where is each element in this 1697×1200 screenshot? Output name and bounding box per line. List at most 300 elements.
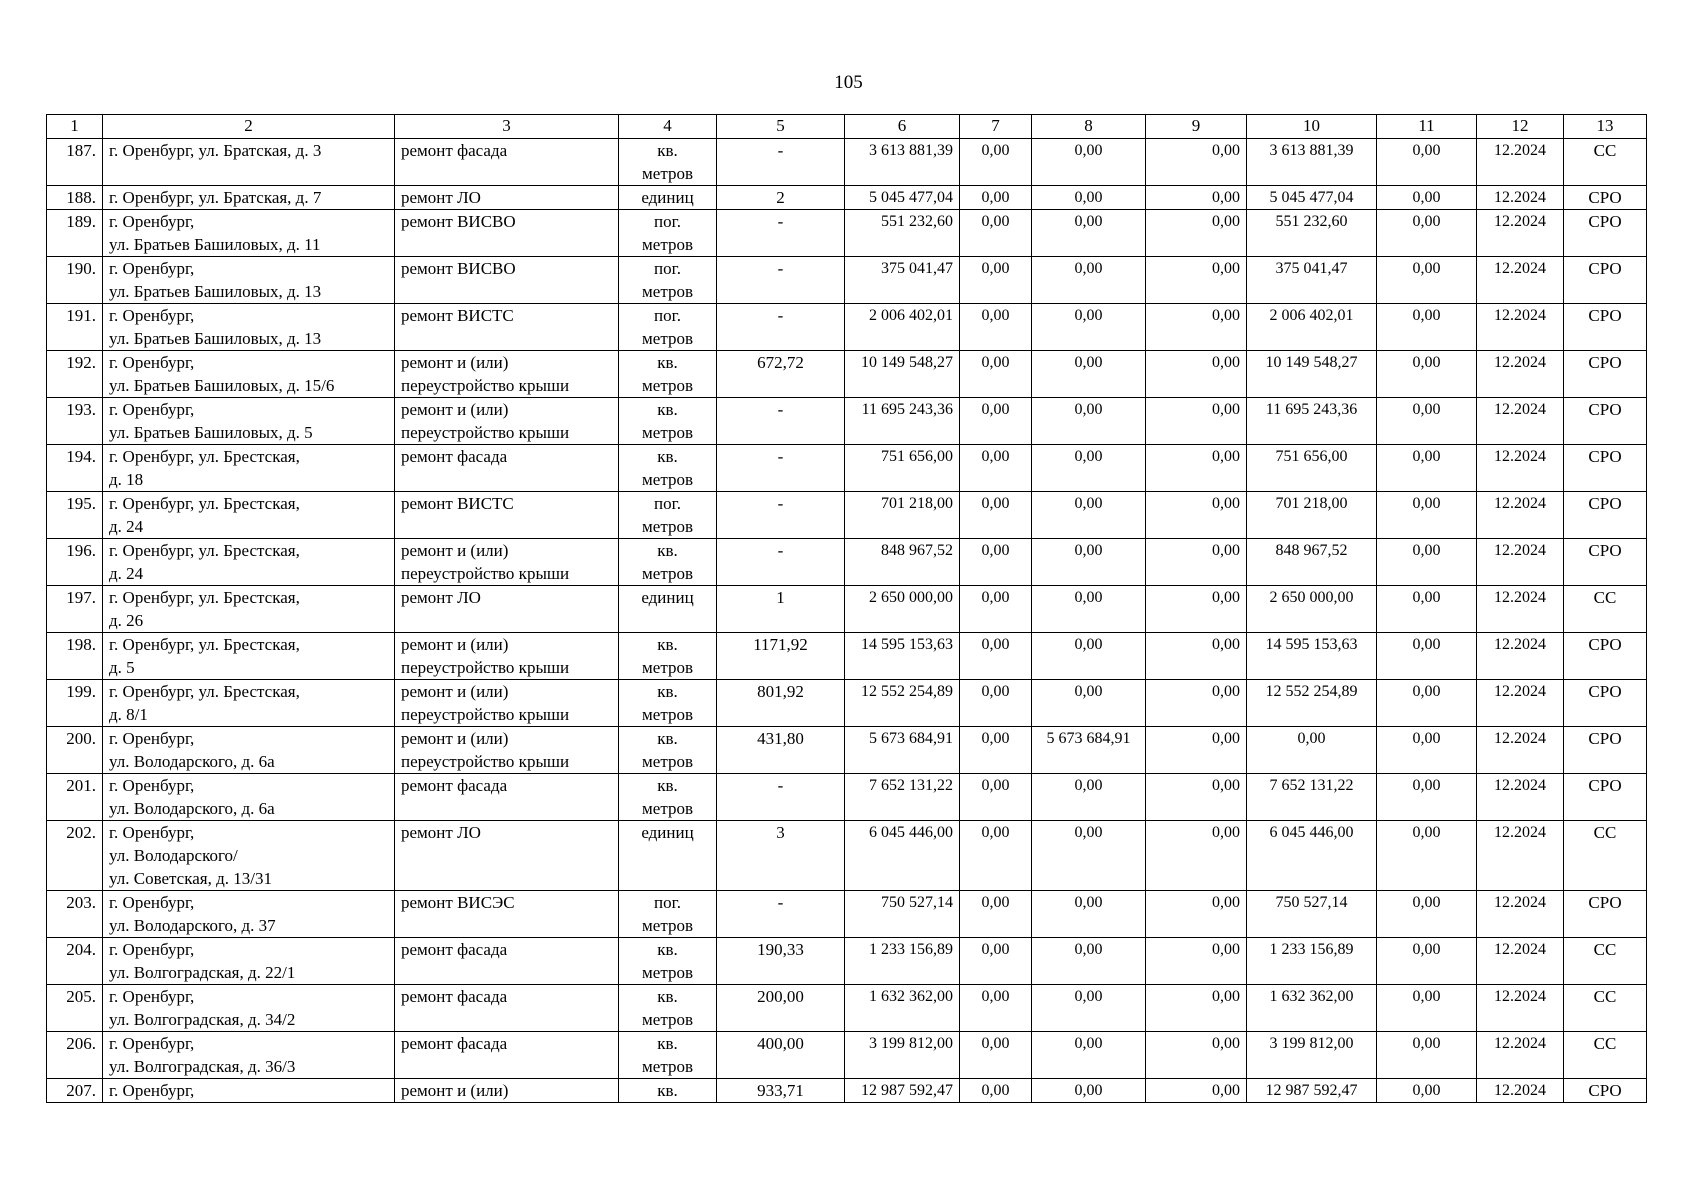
table-row — [47, 539, 1647, 586]
cost-col9-cell: 0,00 — [1146, 680, 1247, 727]
total-cost-cell: 701 218,00 — [845, 492, 960, 539]
volume-cell: 400,00 — [717, 1032, 845, 1079]
cost-col7-cell: 0,00 — [960, 1032, 1032, 1079]
cost-col11-cell: 0,00 — [1377, 680, 1477, 727]
row-number: 206. — [47, 1032, 103, 1079]
cost-col9-cell: 0,00 — [1146, 539, 1247, 586]
deadline-cell: 12.2024 — [1477, 1079, 1564, 1103]
total-cost-cell: 1 233 156,89 — [845, 938, 960, 985]
cost-col8-cell: 0,00 — [1032, 304, 1146, 351]
total-cost-cell: 750 527,14 — [845, 891, 960, 938]
work-type-cell: ремонт фасада — [395, 445, 619, 492]
work-type-cell: ремонт и (или) переустройство крыши — [395, 727, 619, 774]
cost-col10-cell: 375 041,47 — [1247, 257, 1377, 304]
cost-col8-cell: 0,00 — [1032, 351, 1146, 398]
total-cost-cell: 848 967,52 — [845, 539, 960, 586]
cost-col7-cell: 0,00 — [960, 774, 1032, 821]
address-cell: г. Оренбург, ул. Володарского, д. 6а — [103, 727, 395, 774]
total-cost-cell: 14 595 153,63 — [845, 633, 960, 680]
cost-col8-cell: 0,00 — [1032, 445, 1146, 492]
total-cost-cell: 375 041,47 — [845, 257, 960, 304]
cost-col10-cell: 3 613 881,39 — [1247, 139, 1377, 186]
method-cell: СРО — [1564, 210, 1647, 257]
cost-col10-cell: 848 967,52 — [1247, 539, 1377, 586]
unit-cell: кв. метров — [619, 1032, 717, 1079]
cost-col9-cell: 0,00 — [1146, 821, 1247, 891]
volume-cell: 672,72 — [717, 351, 845, 398]
column-number-row — [47, 115, 1647, 139]
cost-col10-cell: 2 650 000,00 — [1247, 586, 1377, 633]
cost-col10-cell: 1 233 156,89 — [1247, 938, 1377, 985]
unit-cell: кв. метров — [619, 727, 717, 774]
cost-col8-cell: 0,00 — [1032, 821, 1146, 891]
cost-col8-cell: 0,00 — [1032, 985, 1146, 1032]
table-row — [47, 1032, 1647, 1079]
total-cost-cell: 3 613 881,39 — [845, 139, 960, 186]
total-cost-cell: 551 232,60 — [845, 210, 960, 257]
work-type-cell: ремонт фасада — [395, 985, 619, 1032]
unit-cell: единиц — [619, 821, 717, 891]
cost-col11-cell: 0,00 — [1377, 774, 1477, 821]
row-number: 201. — [47, 774, 103, 821]
address-cell: г. Оренбург, ул. Братьев Башиловых, д. 13 — [103, 304, 395, 351]
cost-col8-cell: 5 673 684,91 — [1032, 727, 1146, 774]
unit-cell: кв. метров — [619, 351, 717, 398]
work-type-cell: ремонт ЛО — [395, 186, 619, 210]
address-cell: г. Оренбург, ул. Волгоградская, д. 22/1 — [103, 938, 395, 985]
table-row — [47, 985, 1647, 1032]
column-header: 9 — [1146, 115, 1247, 139]
volume-cell: - — [717, 139, 845, 186]
cost-col11-cell: 0,00 — [1377, 539, 1477, 586]
cost-col11-cell: 0,00 — [1377, 821, 1477, 891]
column-header: 5 — [717, 115, 845, 139]
work-type-cell: ремонт и (или) переустройство крыши — [395, 398, 619, 445]
table-row — [47, 186, 1647, 210]
address-cell: г. Оренбург, ул. Володарского, д. 6а — [103, 774, 395, 821]
volume-cell: - — [717, 257, 845, 304]
cost-col11-cell: 0,00 — [1377, 586, 1477, 633]
work-type-cell: ремонт и (или) переустройство крыши — [395, 633, 619, 680]
row-number: 190. — [47, 257, 103, 304]
volume-cell: - — [717, 539, 845, 586]
total-cost-cell: 5 045 477,04 — [845, 186, 960, 210]
row-number: 196. — [47, 539, 103, 586]
address-cell: г. Оренбург, ул. Братьев Башиловых, д. 11 — [103, 210, 395, 257]
cost-col7-cell: 0,00 — [960, 727, 1032, 774]
volume-cell: 431,80 — [717, 727, 845, 774]
deadline-cell: 12.2024 — [1477, 351, 1564, 398]
address-cell: г. Оренбург, ул. Брестская, д. 8/1 — [103, 680, 395, 727]
cost-col10-cell: 5 045 477,04 — [1247, 186, 1377, 210]
column-header: 6 — [845, 115, 960, 139]
cost-col7-cell: 0,00 — [960, 985, 1032, 1032]
row-number: 207. — [47, 1079, 103, 1103]
table-row — [47, 1079, 1647, 1103]
method-cell: СС — [1564, 938, 1647, 985]
deadline-cell: 12.2024 — [1477, 186, 1564, 210]
method-cell: СС — [1564, 139, 1647, 186]
table-row — [47, 257, 1647, 304]
cost-col10-cell: 14 595 153,63 — [1247, 633, 1377, 680]
volume-cell: 2 — [717, 186, 845, 210]
column-header: 1 — [47, 115, 103, 139]
cost-col10-cell: 751 656,00 — [1247, 445, 1377, 492]
table-row — [47, 680, 1647, 727]
cost-col8-cell: 0,00 — [1032, 1032, 1146, 1079]
work-type-cell: ремонт ВИСТС — [395, 492, 619, 539]
cost-col10-cell: 1 632 362,00 — [1247, 985, 1377, 1032]
volume-cell: - — [717, 492, 845, 539]
cost-col11-cell: 0,00 — [1377, 304, 1477, 351]
table-row — [47, 633, 1647, 680]
method-cell: СРО — [1564, 445, 1647, 492]
unit-cell: пог. метров — [619, 492, 717, 539]
address-cell: г. Оренбург, ул. Братьев Башиловых, д. 15/6 — [103, 351, 395, 398]
column-header: 2 — [103, 115, 395, 139]
address-cell: г. Оренбург, ул. Брестская, д. 24 — [103, 539, 395, 586]
address-cell: г. Оренбург, — [103, 1079, 395, 1103]
unit-cell: кв. метров — [619, 139, 717, 186]
cost-col10-cell: 551 232,60 — [1247, 210, 1377, 257]
cost-col9-cell: 0,00 — [1146, 304, 1247, 351]
cost-col7-cell: 0,00 — [960, 186, 1032, 210]
deadline-cell: 12.2024 — [1477, 774, 1564, 821]
address-cell: г. Оренбург, ул. Брестская, д. 26 — [103, 586, 395, 633]
table-row — [47, 492, 1647, 539]
volume-cell: - — [717, 304, 845, 351]
total-cost-cell: 10 149 548,27 — [845, 351, 960, 398]
column-header: 7 — [960, 115, 1032, 139]
volume-cell: - — [717, 891, 845, 938]
method-cell: СРО — [1564, 774, 1647, 821]
method-cell: СС — [1564, 1032, 1647, 1079]
volume-cell: 1171,92 — [717, 633, 845, 680]
method-cell: СС — [1564, 586, 1647, 633]
deadline-cell: 12.2024 — [1477, 139, 1564, 186]
table-row — [47, 727, 1647, 774]
cost-col8-cell: 0,00 — [1032, 680, 1146, 727]
total-cost-cell: 5 673 684,91 — [845, 727, 960, 774]
cost-col7-cell: 0,00 — [960, 351, 1032, 398]
unit-cell: кв. метров — [619, 539, 717, 586]
row-number: 188. — [47, 186, 103, 210]
work-type-cell: ремонт и (или) переустройство крыши — [395, 539, 619, 586]
cost-col8-cell: 0,00 — [1032, 891, 1146, 938]
cost-col10-cell: 750 527,14 — [1247, 891, 1377, 938]
work-type-cell: ремонт ВИСЭС — [395, 891, 619, 938]
work-type-cell: ремонт и (или) переустройство крыши — [395, 680, 619, 727]
cost-col7-cell: 0,00 — [960, 938, 1032, 985]
deadline-cell: 12.2024 — [1477, 445, 1564, 492]
unit-cell: кв. метров — [619, 445, 717, 492]
cost-col11-cell: 0,00 — [1377, 492, 1477, 539]
method-cell: СРО — [1564, 186, 1647, 210]
cost-col11-cell: 0,00 — [1377, 257, 1477, 304]
deadline-cell: 12.2024 — [1477, 492, 1564, 539]
work-type-cell: ремонт ЛО — [395, 821, 619, 891]
work-type-cell: ремонт ВИСТС — [395, 304, 619, 351]
row-number: 197. — [47, 586, 103, 633]
method-cell: СРО — [1564, 539, 1647, 586]
column-header: 4 — [619, 115, 717, 139]
cost-col9-cell: 0,00 — [1146, 398, 1247, 445]
cost-col7-cell: 0,00 — [960, 304, 1032, 351]
method-cell: СРО — [1564, 398, 1647, 445]
table-row — [47, 938, 1647, 985]
row-number: 193. — [47, 398, 103, 445]
row-number: 191. — [47, 304, 103, 351]
cost-col8-cell: 0,00 — [1032, 398, 1146, 445]
cost-col7-cell: 0,00 — [960, 257, 1032, 304]
cost-col8-cell: 0,00 — [1032, 938, 1146, 985]
deadline-cell: 12.2024 — [1477, 821, 1564, 891]
cost-col7-cell: 0,00 — [960, 398, 1032, 445]
repair-program-table — [46, 114, 1647, 1103]
method-cell: СРО — [1564, 492, 1647, 539]
cost-col9-cell: 0,00 — [1146, 351, 1247, 398]
row-number: 202. — [47, 821, 103, 891]
unit-cell: кв. метров — [619, 633, 717, 680]
row-number: 205. — [47, 985, 103, 1032]
total-cost-cell: 12 552 254,89 — [845, 680, 960, 727]
cost-col8-cell: 0,00 — [1032, 633, 1146, 680]
work-type-cell: ремонт ВИСВО — [395, 257, 619, 304]
total-cost-cell: 7 652 131,22 — [845, 774, 960, 821]
table-row — [47, 821, 1647, 891]
total-cost-cell: 3 199 812,00 — [845, 1032, 960, 1079]
deadline-cell: 12.2024 — [1477, 1032, 1564, 1079]
unit-cell: единиц — [619, 586, 717, 633]
work-type-cell: ремонт ВИСВО — [395, 210, 619, 257]
cost-col11-cell: 0,00 — [1377, 139, 1477, 186]
cost-col7-cell: 0,00 — [960, 539, 1032, 586]
deadline-cell: 12.2024 — [1477, 727, 1564, 774]
deadline-cell: 12.2024 — [1477, 633, 1564, 680]
table-row — [47, 304, 1647, 351]
cost-col11-cell: 0,00 — [1377, 938, 1477, 985]
method-cell: СРО — [1564, 257, 1647, 304]
row-number: 204. — [47, 938, 103, 985]
row-number: 194. — [47, 445, 103, 492]
cost-col10-cell: 0,00 — [1247, 727, 1377, 774]
volume-cell: - — [717, 210, 845, 257]
cost-col9-cell: 0,00 — [1146, 586, 1247, 633]
total-cost-cell: 2 006 402,01 — [845, 304, 960, 351]
table-row — [47, 445, 1647, 492]
row-number: 189. — [47, 210, 103, 257]
cost-col9-cell: 0,00 — [1146, 891, 1247, 938]
table-row — [47, 139, 1647, 186]
cost-col10-cell: 6 045 446,00 — [1247, 821, 1377, 891]
address-cell: г. Оренбург, ул. Братьев Башиловых, д. 13 — [103, 257, 395, 304]
address-cell: г. Оренбург, ул. Брестская, д. 5 — [103, 633, 395, 680]
work-type-cell: ремонт фасада — [395, 774, 619, 821]
cost-col7-cell: 0,00 — [960, 680, 1032, 727]
deadline-cell: 12.2024 — [1477, 257, 1564, 304]
volume-cell: - — [717, 398, 845, 445]
method-cell: СРО — [1564, 633, 1647, 680]
row-number: 200. — [47, 727, 103, 774]
deadline-cell: 12.2024 — [1477, 891, 1564, 938]
unit-cell: пог. метров — [619, 210, 717, 257]
column-header: 3 — [395, 115, 619, 139]
cost-col11-cell: 0,00 — [1377, 445, 1477, 492]
deadline-cell: 12.2024 — [1477, 539, 1564, 586]
cost-col9-cell: 0,00 — [1146, 186, 1247, 210]
row-number: 198. — [47, 633, 103, 680]
cost-col10-cell: 12 987 592,47 — [1247, 1079, 1377, 1103]
volume-cell: 1 — [717, 586, 845, 633]
total-cost-cell: 11 695 243,36 — [845, 398, 960, 445]
cost-col10-cell: 12 552 254,89 — [1247, 680, 1377, 727]
address-cell: г. Оренбург, ул. Брестская, д. 18 — [103, 445, 395, 492]
address-cell: г. Оренбург, ул. Володарского/ ул. Советская, д. 13/31 — [103, 821, 395, 891]
cost-col9-cell: 0,00 — [1146, 1032, 1247, 1079]
column-header: 8 — [1032, 115, 1146, 139]
total-cost-cell: 6 045 446,00 — [845, 821, 960, 891]
method-cell: СРО — [1564, 304, 1647, 351]
total-cost-cell: 1 632 362,00 — [845, 985, 960, 1032]
unit-cell: пог. метров — [619, 891, 717, 938]
row-number: 192. — [47, 351, 103, 398]
total-cost-cell: 12 987 592,47 — [845, 1079, 960, 1103]
cost-col7-cell: 0,00 — [960, 210, 1032, 257]
cost-col11-cell: 0,00 — [1377, 985, 1477, 1032]
method-cell: СС — [1564, 985, 1647, 1032]
cost-col9-cell: 0,00 — [1146, 257, 1247, 304]
deadline-cell: 12.2024 — [1477, 680, 1564, 727]
cost-col10-cell: 701 218,00 — [1247, 492, 1377, 539]
cost-col8-cell: 0,00 — [1032, 257, 1146, 304]
unit-cell: кв. метров — [619, 680, 717, 727]
unit-cell: пог. метров — [619, 304, 717, 351]
cost-col9-cell: 0,00 — [1146, 492, 1247, 539]
volume-cell: 3 — [717, 821, 845, 891]
volume-cell: 200,00 — [717, 985, 845, 1032]
cost-col11-cell: 0,00 — [1377, 351, 1477, 398]
cost-col9-cell: 0,00 — [1146, 210, 1247, 257]
work-type-cell: ремонт фасада — [395, 1032, 619, 1079]
cost-col10-cell: 7 652 131,22 — [1247, 774, 1377, 821]
column-header: 11 — [1377, 115, 1477, 139]
unit-cell: кв. метров — [619, 985, 717, 1032]
method-cell: СРО — [1564, 351, 1647, 398]
unit-cell: кв. метров — [619, 398, 717, 445]
cost-col9-cell: 0,00 — [1146, 633, 1247, 680]
method-cell: СРО — [1564, 1079, 1647, 1103]
table-row — [47, 586, 1647, 633]
cost-col9-cell: 0,00 — [1146, 1079, 1247, 1103]
page-number: 105 — [834, 72, 863, 93]
row-number: 187. — [47, 139, 103, 186]
cost-col11-cell: 0,00 — [1377, 398, 1477, 445]
cost-col11-cell: 0,00 — [1377, 1079, 1477, 1103]
cost-col7-cell: 0,00 — [960, 492, 1032, 539]
cost-col10-cell: 10 149 548,27 — [1247, 351, 1377, 398]
cost-col9-cell: 0,00 — [1146, 445, 1247, 492]
unit-cell: кв. — [619, 1079, 717, 1103]
cost-col7-cell: 0,00 — [960, 633, 1032, 680]
deadline-cell: 12.2024 — [1477, 304, 1564, 351]
work-type-cell: ремонт фасада — [395, 139, 619, 186]
cost-col9-cell: 0,00 — [1146, 774, 1247, 821]
address-cell: г. Оренбург, ул. Володарского, д. 37 — [103, 891, 395, 938]
address-cell: г. Оренбург, ул. Волгоградская, д. 36/3 — [103, 1032, 395, 1079]
cost-col8-cell: 0,00 — [1032, 210, 1146, 257]
work-type-cell: ремонт ЛО — [395, 586, 619, 633]
total-cost-cell: 2 650 000,00 — [845, 586, 960, 633]
volume-cell: 801,92 — [717, 680, 845, 727]
address-cell: г. Оренбург, ул. Брестская, д. 24 — [103, 492, 395, 539]
work-type-cell: ремонт и (или) переустройство крыши — [395, 351, 619, 398]
cost-col10-cell: 11 695 243,36 — [1247, 398, 1377, 445]
cost-col11-cell: 0,00 — [1377, 1032, 1477, 1079]
cost-col11-cell: 0,00 — [1377, 727, 1477, 774]
cost-col9-cell: 0,00 — [1146, 985, 1247, 1032]
table-row — [47, 891, 1647, 938]
deadline-cell: 12.2024 — [1477, 210, 1564, 257]
table-row — [47, 774, 1647, 821]
cost-col9-cell: 0,00 — [1146, 727, 1247, 774]
cost-col9-cell: 0,00 — [1146, 139, 1247, 186]
table-row — [47, 351, 1647, 398]
cost-col7-cell: 0,00 — [960, 139, 1032, 186]
row-number: 203. — [47, 891, 103, 938]
column-header: 12 — [1477, 115, 1564, 139]
cost-col7-cell: 0,00 — [960, 821, 1032, 891]
method-cell: СС — [1564, 821, 1647, 891]
cost-col7-cell: 0,00 — [960, 445, 1032, 492]
cost-col11-cell: 0,00 — [1377, 891, 1477, 938]
cost-col8-cell: 0,00 — [1032, 1079, 1146, 1103]
cost-col8-cell: 0,00 — [1032, 586, 1146, 633]
work-type-cell: ремонт фасада — [395, 938, 619, 985]
column-header: 10 — [1247, 115, 1377, 139]
table-row — [47, 210, 1647, 257]
unit-cell: пог. метров — [619, 257, 717, 304]
cost-col8-cell: 0,00 — [1032, 186, 1146, 210]
unit-cell: кв. метров — [619, 774, 717, 821]
cost-col7-cell: 0,00 — [960, 586, 1032, 633]
cost-col8-cell: 0,00 — [1032, 539, 1146, 586]
cost-col9-cell: 0,00 — [1146, 938, 1247, 985]
deadline-cell: 12.2024 — [1477, 586, 1564, 633]
table-row — [47, 398, 1647, 445]
cost-col7-cell: 0,00 — [960, 1079, 1032, 1103]
volume-cell: - — [717, 445, 845, 492]
method-cell: СРО — [1564, 680, 1647, 727]
volume-cell: 933,71 — [717, 1079, 845, 1103]
unit-cell: кв. метров — [619, 938, 717, 985]
volume-cell: - — [717, 774, 845, 821]
deadline-cell: 12.2024 — [1477, 938, 1564, 985]
method-cell: СРО — [1564, 891, 1647, 938]
method-cell: СРО — [1564, 727, 1647, 774]
deadline-cell: 12.2024 — [1477, 985, 1564, 1032]
cost-col8-cell: 0,00 — [1032, 774, 1146, 821]
cost-col8-cell: 0,00 — [1032, 492, 1146, 539]
volume-cell: 190,33 — [717, 938, 845, 985]
cost-col7-cell: 0,00 — [960, 891, 1032, 938]
cost-col10-cell: 3 199 812,00 — [1247, 1032, 1377, 1079]
cost-col11-cell: 0,00 — [1377, 633, 1477, 680]
unit-cell: единиц — [619, 186, 717, 210]
address-cell: г. Оренбург, ул. Братьев Башиловых, д. 5 — [103, 398, 395, 445]
address-cell: г. Оренбург, ул. Братская, д. 7 — [103, 186, 395, 210]
work-type-cell: ремонт и (или) — [395, 1079, 619, 1103]
deadline-cell: 12.2024 — [1477, 398, 1564, 445]
